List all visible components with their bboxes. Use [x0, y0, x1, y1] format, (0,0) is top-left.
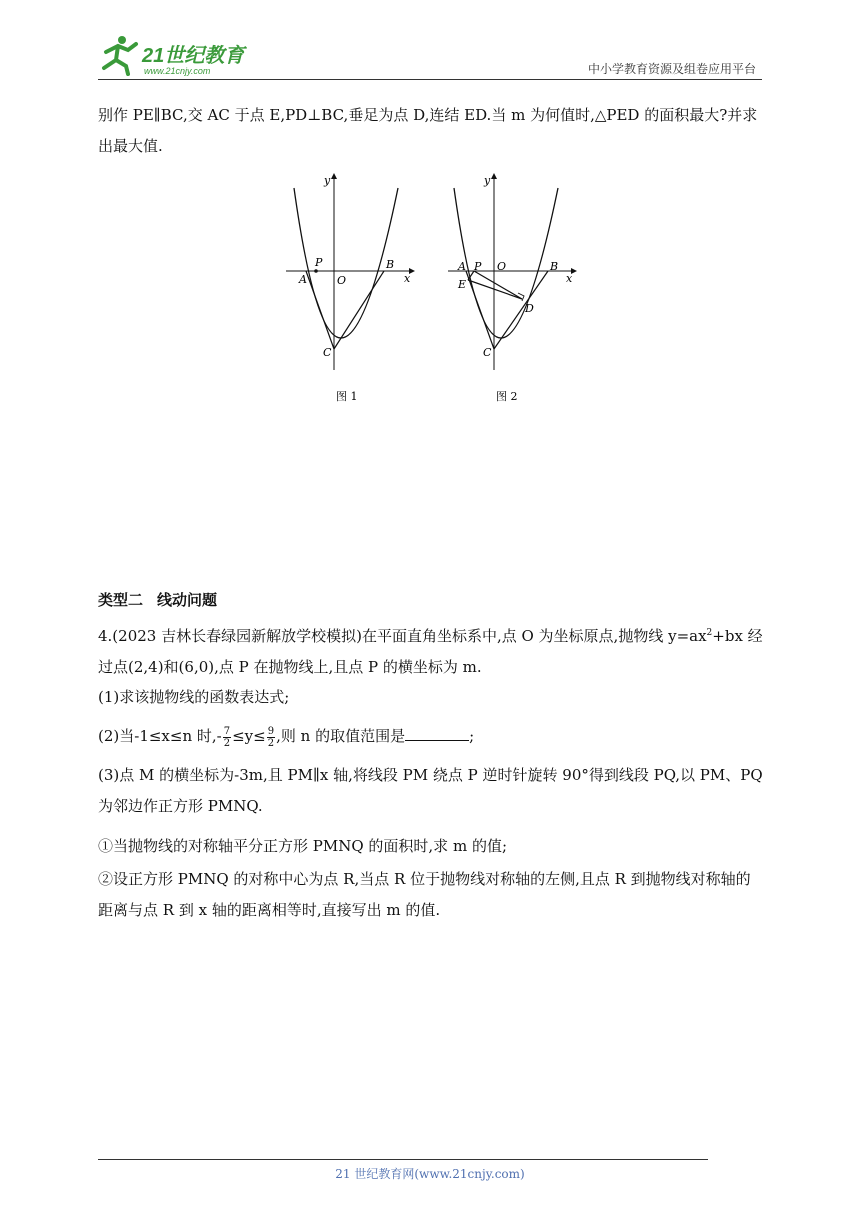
- svg-text:D: D: [525, 302, 534, 315]
- question-part-1: (1)求该抛物线的函数表达式;: [98, 688, 290, 706]
- question-stem: 4.(2023 吉林长春绿园新解放学校模拟)在平面直角坐标系中,点 O 为坐标原点,抛物线 $y=ax^2+bx$ 经过点(2,4)和(6,0),点 P 在抛物线上,且点 P 的横坐标为 m.: [98, 627, 763, 676]
- site-logo: [92, 32, 262, 78]
- svg-text:C: C: [323, 346, 332, 359]
- question-part-3: (3)点 M 的横坐标为-3m,且 PM∥x 轴,将线段 PM 绕点 P 逆时针旋转 90°得到线段 PQ,以 PM、PQ 为邻边作正方形 PMNQ.: [98, 766, 763, 815]
- svg-text:E: E: [458, 278, 467, 291]
- svg-text:y: y: [484, 174, 491, 187]
- figure-1: [286, 174, 414, 403]
- runner-icon: [104, 36, 136, 74]
- section-title: 线动问题: [157, 591, 218, 609]
- question-sub-2: ②设正方形 PMNQ 的对称中心为点 R,当点 R 位于抛物线对称轴的左侧,且点 R 到抛物线对称轴的距离与点 R 到 x 轴的距离相等时,直接写出 m 的值.: [98, 870, 751, 919]
- intro-paragraph: 别作 PE∥BC,交 AC 于点 E,PD⊥BC,垂足为点 D,连结 ED.当 m 为何值时,△PED 的面积最大?并求出最大值.: [98, 106, 758, 155]
- fraction-7-2: $\frac{7}{2}$: [223, 725, 231, 749]
- fraction-9-2: $\frac{9}{2}$: [267, 725, 275, 749]
- svg-text:A: A: [299, 273, 307, 286]
- figure-2: [448, 174, 576, 403]
- parabola-figures: [278, 170, 588, 410]
- fig2-caption: 图 2: [496, 390, 518, 403]
- footer-divider: [98, 1159, 708, 1160]
- header-divider: [98, 79, 762, 80]
- section-heading: [98, 589, 231, 610]
- answer-blank: [405, 726, 469, 741]
- svg-text:x: x: [404, 272, 411, 285]
- svg-text:P: P: [474, 260, 482, 273]
- logo-sub-text: www.21cnjy.com: [144, 66, 211, 76]
- footer-text: 21 世纪教育网(www.21cnjy.com): [335, 1167, 525, 1181]
- parabola-1: [294, 188, 398, 338]
- fig1-caption: 图 1: [336, 390, 358, 403]
- header-platform-text: 中小学教育资源及组卷应用平台: [587, 62, 756, 76]
- svg-text:P: P: [315, 256, 323, 269]
- svg-text:O: O: [497, 260, 507, 273]
- logo-main-text: 21世纪教育: [142, 45, 245, 67]
- svg-text:C: C: [483, 346, 492, 359]
- point-P-1: [314, 269, 318, 273]
- svg-text:O: O: [337, 274, 347, 287]
- question-part-2: (2)当-1≤x≤n 时,- $\frac{7}{2}$ ≤y≤ $\frac{9}{2}$ ,则 n 的取值范围是 ;: [98, 725, 475, 749]
- svg-text:A: A: [458, 260, 466, 273]
- svg-text:B: B: [386, 258, 395, 271]
- section-label: 类型二: [98, 591, 144, 609]
- question-sub-1: ①当抛物线的对称轴平分正方形 PMNQ 的面积时,求 m 的值;: [98, 837, 507, 855]
- svg-text:B: B: [550, 260, 559, 273]
- svg-text:x: x: [566, 272, 573, 285]
- svg-text:y: y: [324, 174, 331, 187]
